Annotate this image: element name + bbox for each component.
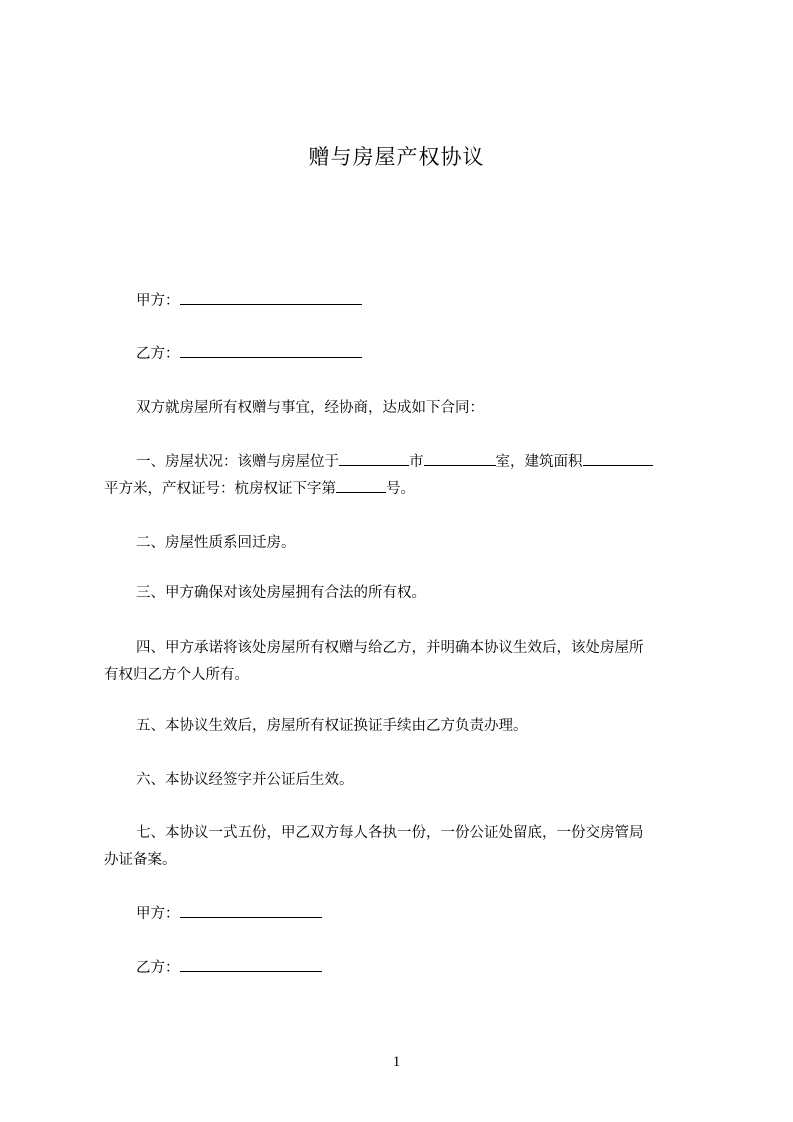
clause1-part1: 一、房屋状况：该赠与房屋位于 <box>136 454 339 470</box>
party-b-top-blank[interactable] <box>180 343 362 358</box>
clause5-text: 五、本协议生效后，房屋所有权证换证手续由乙方负责办理。 <box>136 718 528 734</box>
clause4-line2: 有权归乙方个人所有。 <box>104 667 249 683</box>
clause4-line1: 四、甲方承诺将该处房屋所有权赠与给乙方，并明确本协议生效后，该处房屋所 <box>136 640 644 656</box>
intro-text: 双方就房屋所有权赠与事宜，经协商，达成如下合同： <box>136 400 484 416</box>
party-b-top-line <box>104 341 702 368</box>
party-a-signature-blank[interactable] <box>180 903 322 918</box>
party-b-bottom-label: 乙方： <box>136 960 180 976</box>
clause1-area-blank[interactable] <box>583 451 653 466</box>
party-a-top-blank[interactable] <box>180 290 362 305</box>
page-number: 1 <box>392 1054 401 1070</box>
clause1-room-blank[interactable] <box>424 451 496 466</box>
clause1-part3: 室，建筑面积 <box>495 454 583 470</box>
party-a-bottom-line <box>104 901 702 928</box>
clause-3 <box>104 580 702 607</box>
clause1-location-blank[interactable] <box>339 451 409 466</box>
party-b-signature-blank[interactable] <box>180 957 322 972</box>
clause-1 <box>104 449 702 503</box>
party-a-bottom-label: 甲方： <box>136 906 180 922</box>
clause-7 <box>104 820 702 874</box>
clause-4 <box>104 635 702 689</box>
clause1-part5: 号。 <box>386 481 415 497</box>
clause1-part2: 市 <box>409 454 424 470</box>
clause-6 <box>104 767 702 794</box>
clause6-text: 六、本协议经签字并公证后生效。 <box>136 772 354 788</box>
document-title: 赠与房屋产权协议 <box>308 145 485 169</box>
clause3-text: 三、甲方确保对该处房屋拥有合法的所有权。 <box>136 585 426 601</box>
party-a-top-label: 甲方： <box>136 293 180 309</box>
clause-5 <box>104 713 702 740</box>
clause7-line1: 七、本协议一式五份，甲乙双方每人各执一份，一份公证处留底，一份交房管局 <box>136 825 644 841</box>
party-a-top-line <box>104 288 702 315</box>
clause-2 <box>104 530 702 557</box>
party-b-bottom-line <box>104 955 702 982</box>
clause1-cert-blank[interactable] <box>336 478 386 493</box>
clause7-line2: 办证备案。 <box>104 852 177 868</box>
clause1-part4: 平方米，产权证号：杭房权证下字第 <box>104 481 336 497</box>
party-b-top-label: 乙方： <box>136 346 180 362</box>
intro-paragraph <box>104 395 702 422</box>
clause2-text: 二、房屋性质系回迁房。 <box>136 535 296 551</box>
